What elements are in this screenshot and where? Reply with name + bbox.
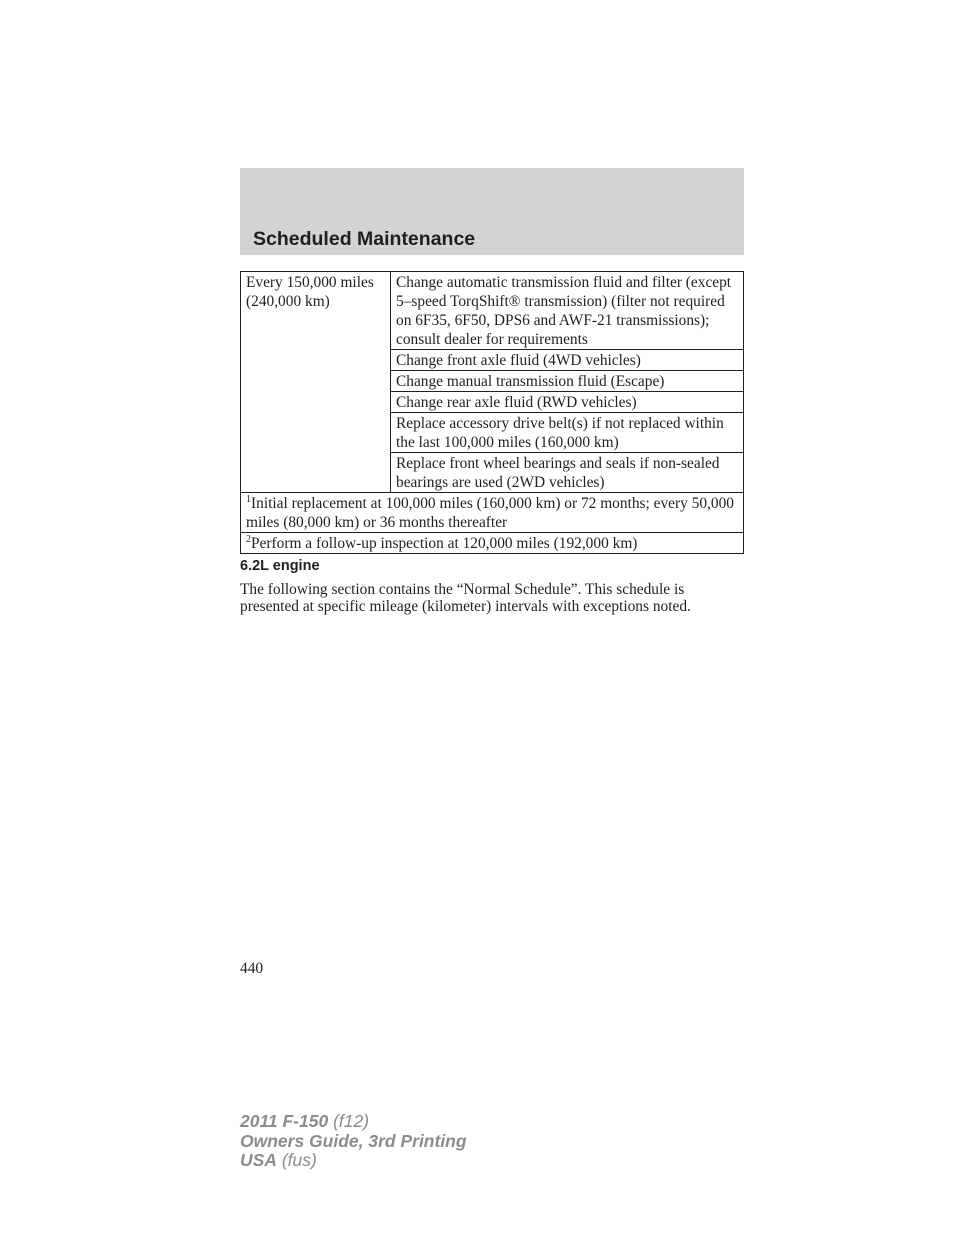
task-cell: Change rear axle fluid (RWD vehicles) <box>391 392 744 413</box>
task-cell: Replace accessory drive belt(s) if not replaced within the last 100,000 miles (160,000 km) <box>391 413 744 453</box>
task-cell: Change manual transmission fluid (Escape) <box>391 371 744 392</box>
section-heading: 6.2L engine <box>240 558 320 574</box>
section-header-title: Scheduled Maintenance <box>253 228 476 250</box>
task-cell: Replace front wheel bearings and seals if non-sealed bearings are used (2WD vehicles) <box>391 453 744 493</box>
footer-region: USA <box>240 1150 277 1170</box>
footer-line-region <box>240 1151 467 1171</box>
footer-guide: Owners Guide, 3rd Printing <box>240 1130 467 1151</box>
interval-miles: Every 150,000 miles <box>246 274 374 291</box>
footer-model-code: (f12) <box>333 1111 370 1131</box>
section-header-band <box>240 168 744 255</box>
footer-region-code: (fus) <box>281 1150 317 1170</box>
table-row <box>241 272 744 350</box>
footer-line-model <box>240 1112 467 1132</box>
footer-line-guide <box>240 1132 467 1152</box>
task-cell: Change automatic transmission fluid and filter (except 5–speed TorqShift® transmission) (filter not required on 6F35, 6F50, DPS6 and AWF-21 transmissions); consult dealer for requirements <box>391 272 744 350</box>
footnote-mark: 1 <box>246 494 251 505</box>
footnote-row <box>241 533 744 554</box>
footnote-1 <box>241 493 744 533</box>
document-footer <box>240 1112 467 1171</box>
footer-model: 2011 F-150 <box>240 1111 329 1131</box>
footnote-row <box>241 493 744 533</box>
task-cell: Change front axle fluid (4WD vehicles) <box>391 350 744 371</box>
footnote-text: Perform a follow-up inspection at 120,000 miles (192,000 km) <box>251 535 638 552</box>
footnote-2 <box>241 533 744 554</box>
footnote-mark: 2 <box>246 534 251 545</box>
section-body-text: The following section contains the “Normal Schedule”. This schedule is presented at specific mileage (kilometer) intervals with exceptions noted. <box>240 581 691 615</box>
page-number: 440 <box>240 960 264 977</box>
interval-km: (240,000 km) <box>246 293 330 310</box>
maintenance-schedule-table <box>240 271 744 554</box>
interval-cell <box>241 272 391 493</box>
footnote-text: Initial replacement at 100,000 miles (160,000 km) or 72 months; every 50,000 miles (80,000 km) or 36 months thereafter <box>246 495 734 531</box>
